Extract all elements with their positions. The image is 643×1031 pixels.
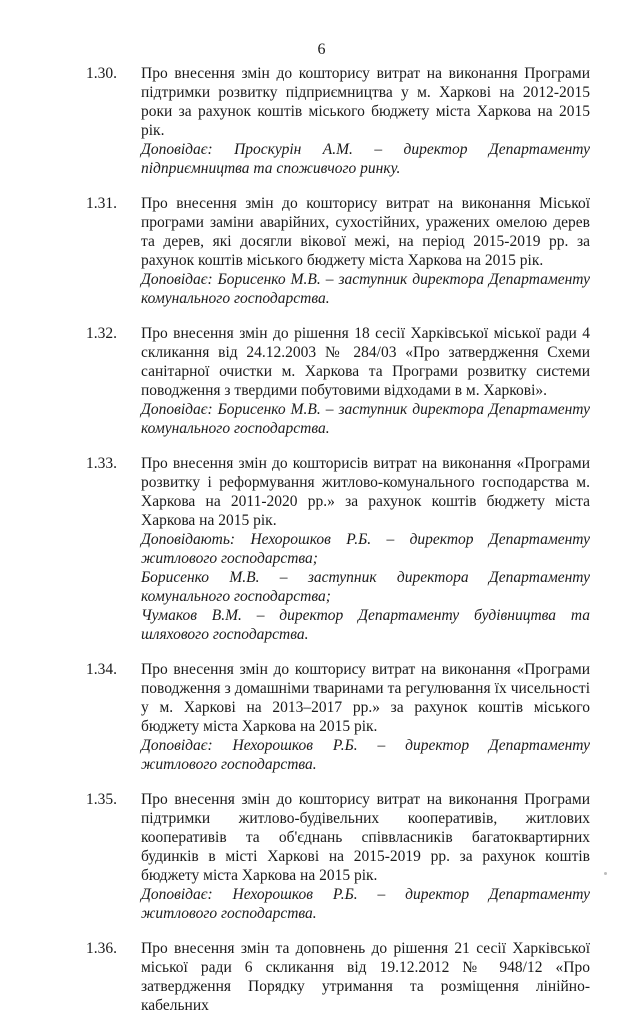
agenda-item-title: Про внесення змін до кошторису витрат на виконання Програми підтримки житлово-будівельних кооперативів, житлових кооперативів та об'єднань співвласників багатоквартирних будинків в місті Харкові на 2015-2019 рр. за рахунок коштів бюджету міста Харкова на 2015 рік. [141, 791, 590, 884]
agenda-item-body [141, 939, 590, 1015]
agenda-item-speaker: Борисенко М.В. – заступник директора Департаменту комунального господарства; [141, 569, 590, 605]
agenda-item-number: 1.36. [86, 940, 117, 957]
agenda-item-speaker: Доповідає: Нехорошков Р.Б. – директор Департаменту житлового господарства. [141, 737, 590, 773]
agenda-item-body [141, 194, 590, 308]
agenda-item [0, 454, 643, 644]
agenda-item [0, 194, 643, 308]
agenda-item-body [141, 324, 590, 438]
agenda-item-body [141, 454, 590, 644]
agenda-item [0, 790, 643, 923]
agenda-item-number: 1.33. [86, 455, 117, 472]
agenda-item-speaker: Доповідає: Борисенко М.В. – заступник директора Департаменту комунального господарства. [141, 271, 590, 307]
agenda-item-number: 1.34. [86, 661, 117, 678]
agenda-item-number: 1.30. [86, 65, 117, 82]
agenda-item-title: Про внесення змін до кошторисів витрат на виконання «Програми розвитку і реформування житлово-комунального господарства м. Харкова на 2011-2020 рр.» за рахунок коштів бюджету міста Харкова на 2015 рік. [141, 455, 590, 529]
agenda-item-body [141, 64, 590, 178]
agenda-item-speaker: Доповідає: Нехорошков Р.Б. – директор Департаменту житлового господарства. [141, 886, 590, 922]
scan-dot [604, 872, 607, 875]
agenda-item-title: Про внесення змін до кошторису витрат на виконання «Програми поводження з домашніми тваринами та регулювання їх чисельності у м. Харкові на 2013–2017 рр.» за рахунок коштів міського бюджету міста Харкова на 2015 рік. [141, 661, 590, 735]
page-number: 6 [317, 41, 326, 58]
agenda-item-number: 1.35. [86, 791, 117, 808]
agenda-item [0, 64, 643, 178]
agenda-item [0, 324, 643, 438]
agenda-item-title: Про внесення змін до рішення 18 сесії Харківської міської ради 4 скликання від 24.12.2003 № 284/03 «Про затвердження Схеми санітарної очистки м. Харкова та Програми розвитку системи поводження з твердими побутовими відходами в м. Харкові». [141, 325, 590, 399]
agenda-item-number: 1.31. [86, 195, 117, 212]
agenda-item-speaker: Чумаков В.М. – директор Департаменту будівництва та шляхового господарства. [141, 607, 590, 643]
agenda-item-body [141, 790, 590, 923]
agenda-item [0, 660, 643, 774]
agenda-item-title: Про внесення змін до кошторису витрат на виконання Програми підтримки розвитку підприємництва у м. Харкові на 2012-2015 роки за рахунок коштів міського бюджету міста Харкова на 2015 рік. [141, 65, 590, 139]
agenda-item [0, 939, 643, 1015]
agenda-list [0, 64, 643, 1031]
agenda-item-title: Про внесення змін до кошторису витрат на виконання Міської програми заміни аварійних, сухостійних, уражених омелою дерев та дерев, які досягли вікової межі, на період 2015-2019 рр. за рахунок коштів міського бюджету міста Харкова на 2015 рік. [141, 195, 590, 269]
agenda-item-number: 1.32. [86, 325, 117, 342]
agenda-item-speaker: Доповідають: Нехорошков Р.Б. – директор Департаменту житлового господарства; [141, 531, 590, 567]
agenda-item-speaker: Доповідає: Проскурін А.М. – директор Департаменту підприємництва та споживчого ринку. [141, 141, 590, 177]
agenda-item-title: Про внесення змін та доповнень до рішення 21 сесії Харківської міської ради 6 скликання від 19.12.2012 № 948/12 «Про затвердження Порядку утримання та розміщення лінійно-кабельних [141, 940, 590, 1014]
agenda-item-speaker: Доповідає: Борисенко М.В. – заступник директора Департаменту комунального господарства. [141, 401, 590, 437]
agenda-item-body [141, 660, 590, 774]
